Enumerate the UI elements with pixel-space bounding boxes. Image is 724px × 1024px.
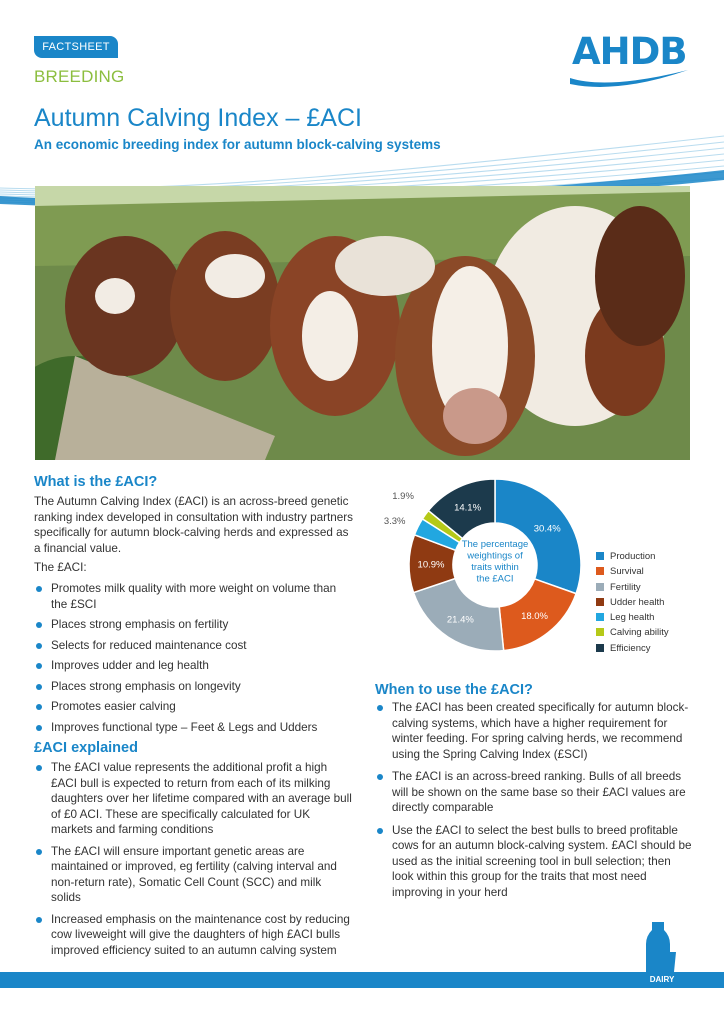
- legend-item: [596, 625, 669, 640]
- center-label-line: the £ACI: [476, 573, 514, 585]
- legend-label: Fertility: [610, 581, 641, 593]
- factsheet-tag: FACTSHEET: [34, 36, 118, 58]
- explained-heading: £ACI explained: [34, 740, 138, 756]
- what-is-intro: The Autumn Calving Index (£ACI) is an across-breed genetic ranking index developed in consultation with industry partners specifically for autumn block-calving herds and expressed as a financial value.: [34, 495, 353, 555]
- legend-swatch: [596, 567, 604, 575]
- legend-label: Efficiency: [610, 642, 651, 654]
- when-bullets: [375, 700, 693, 900]
- legend-swatch: [596, 613, 604, 621]
- legend-swatch: [596, 552, 604, 560]
- data-label: 10.9%: [417, 559, 445, 571]
- explained-bullets: [34, 760, 354, 958]
- what-is-heading: What is the £ACI?: [34, 474, 158, 490]
- legend-item: [596, 580, 669, 595]
- category-label: BREEDING: [34, 67, 125, 86]
- page-subtitle: An economic breeding index for autumn block-calving systems: [34, 137, 441, 152]
- legend-item: [596, 564, 669, 579]
- data-label: 1.9%: [392, 490, 414, 502]
- legend-swatch: [596, 644, 604, 652]
- legend-label: Survival: [610, 566, 644, 578]
- data-label: 21.4%: [446, 614, 474, 626]
- list-item: Places strong emphasis on fertility: [34, 617, 354, 633]
- center-label-line: traits within: [471, 562, 519, 573]
- list-item: Improves udder and leg health: [34, 658, 354, 674]
- ahdb-logo[interactable]: [568, 28, 692, 92]
- legend-item: [596, 549, 669, 564]
- center-label-line: The percentage: [461, 539, 529, 550]
- logo-swoosh-icon: [568, 68, 692, 92]
- legend-label: Udder health: [610, 596, 665, 608]
- chart-legend: [596, 549, 669, 656]
- legend-item: [596, 610, 669, 625]
- list-item: The £ACI has been created specifically for autumn block-calving systems, which have a higher requirement for winter feeding. For spring calving herds, we recommend using the Spring Calving Index (£SCI): [375, 700, 693, 762]
- legend-label: Production: [610, 551, 656, 562]
- list-item: Places strong emphasis on longevity: [34, 679, 354, 695]
- legend-item: [596, 641, 669, 656]
- logo-text: AHDB: [572, 30, 687, 73]
- list-item: Promotes easier calving: [34, 699, 354, 715]
- dairy-badge: [640, 922, 684, 988]
- legend-item: [596, 595, 669, 610]
- legend-swatch: [596, 628, 604, 636]
- cows-image: [35, 186, 690, 460]
- list-item: The £ACI is an across-breed ranking. Bulls of all breeds will be shown on the same base so their £ACI values are directly comparable: [375, 769, 693, 816]
- data-label: 30.4%: [533, 523, 561, 535]
- list-item: The £ACI value represents the additional profit a high £ACI bull is expected to return from each of its milking daughters over her lifetime compared with an average bull of £0 ACI. These are specifically calculated for UK markets and farming conditions: [34, 760, 354, 838]
- data-label: 3.3%: [383, 515, 406, 527]
- list-item: Improves functional type – Feet & Legs and Udders: [34, 720, 354, 736]
- dairy-label: DAIRY: [649, 975, 675, 984]
- page-title: Autumn Calving Index – £ACI: [34, 104, 362, 132]
- list-item: Promotes milk quality with more weight on volume than the £SCI: [34, 581, 354, 612]
- list-item: The £ACI will ensure important genetic areas are maintained or improved, eg fertility (calving interval and non-return rate), Somatic Cell Count (SCC) and milk solids: [34, 844, 354, 906]
- legend-swatch: [596, 583, 604, 591]
- list-item: Increased emphasis on the maintenance cost by reducing cow liveweight will give the daughters of high £ACI bulls improved efficiency suited to an autumn calving system: [34, 912, 354, 959]
- legend-label: Leg health: [610, 612, 655, 624]
- legend-label: Calving ability: [610, 627, 669, 639]
- center-label-line: weightings of: [467, 550, 523, 562]
- what-is-bullets: [34, 581, 354, 735]
- data-label: 14.1%: [454, 502, 482, 514]
- when-heading: When to use the £ACI?: [375, 682, 533, 698]
- data-label: 18.0%: [521, 610, 549, 622]
- legend-swatch: [596, 598, 604, 606]
- list-item: Use the £ACI to select the best bulls to breed profitable cows for an autumn block-calving system. £ACI should be used as the initial screening tool in bull selection; then look within this group for the traits that most need improving in your herd: [375, 823, 693, 901]
- what-is-lead: The £ACI:: [34, 561, 87, 574]
- footer-bar: [0, 972, 724, 988]
- cows-photo: [35, 186, 690, 460]
- list-item: Selects for reduced maintenance cost: [34, 638, 354, 654]
